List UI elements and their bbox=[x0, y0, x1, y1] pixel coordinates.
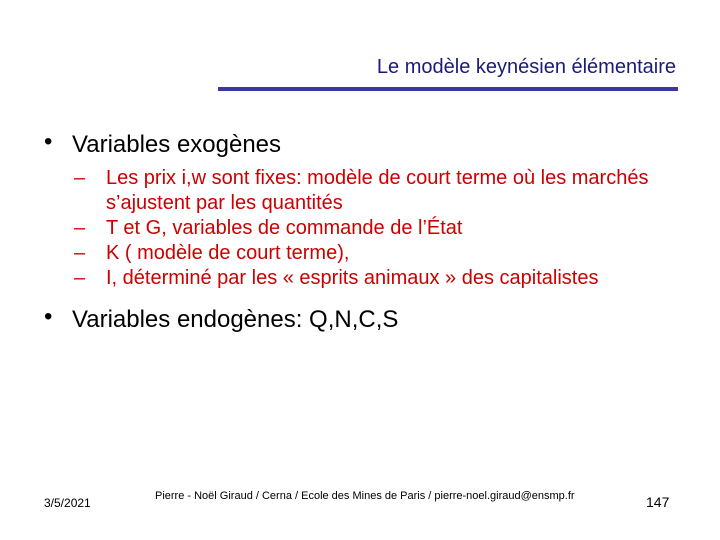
sub-bullet-text: K ( modèle de court terme), bbox=[106, 242, 350, 264]
page-number: 147 bbox=[646, 494, 670, 510]
sub-bullet-marker: – bbox=[74, 267, 86, 289]
footer-date: 3/5/2021 bbox=[44, 496, 91, 510]
bullet-list bbox=[44, 128, 684, 337]
sub-bullet-text: T et G, variables de commande de l’État bbox=[106, 217, 463, 239]
sub-bullet-marker: – bbox=[74, 217, 86, 239]
bullet-text: Variables endogènes: Q,N,C,S bbox=[72, 306, 399, 333]
sub-bullet-prices bbox=[74, 166, 684, 216]
footer-author: Pierre - Noël Giraud / Cerna / Ecole des Mines de Paris / pierre-noel.giraud@ensmp.fr bbox=[155, 490, 575, 502]
sub-bullet-list bbox=[72, 166, 684, 291]
sub-bullet-text: I, déterminé par les « esprits animaux » des capitalistes bbox=[106, 267, 599, 289]
sub-bullet-marker: – bbox=[74, 167, 86, 189]
sub-bullet-marker: – bbox=[74, 242, 86, 264]
title-underline bbox=[218, 87, 678, 91]
bullet-text: Variables exogènes bbox=[72, 131, 282, 158]
bullet-exogenous bbox=[44, 128, 684, 291]
sub-bullet-investment bbox=[74, 266, 684, 291]
bullet-marker: • bbox=[44, 303, 53, 330]
slide-title: Le modèle keynésien élémentaire bbox=[376, 56, 676, 78]
sub-bullet-capital bbox=[74, 241, 684, 266]
sub-bullet-state bbox=[74, 216, 684, 241]
bullet-marker: • bbox=[44, 128, 53, 155]
bullet-endogenous bbox=[44, 303, 684, 337]
sub-bullet-text: Les prix i,w sont fixes: modèle de court terme où les marchés s’ajustent par les quantités bbox=[106, 167, 649, 214]
